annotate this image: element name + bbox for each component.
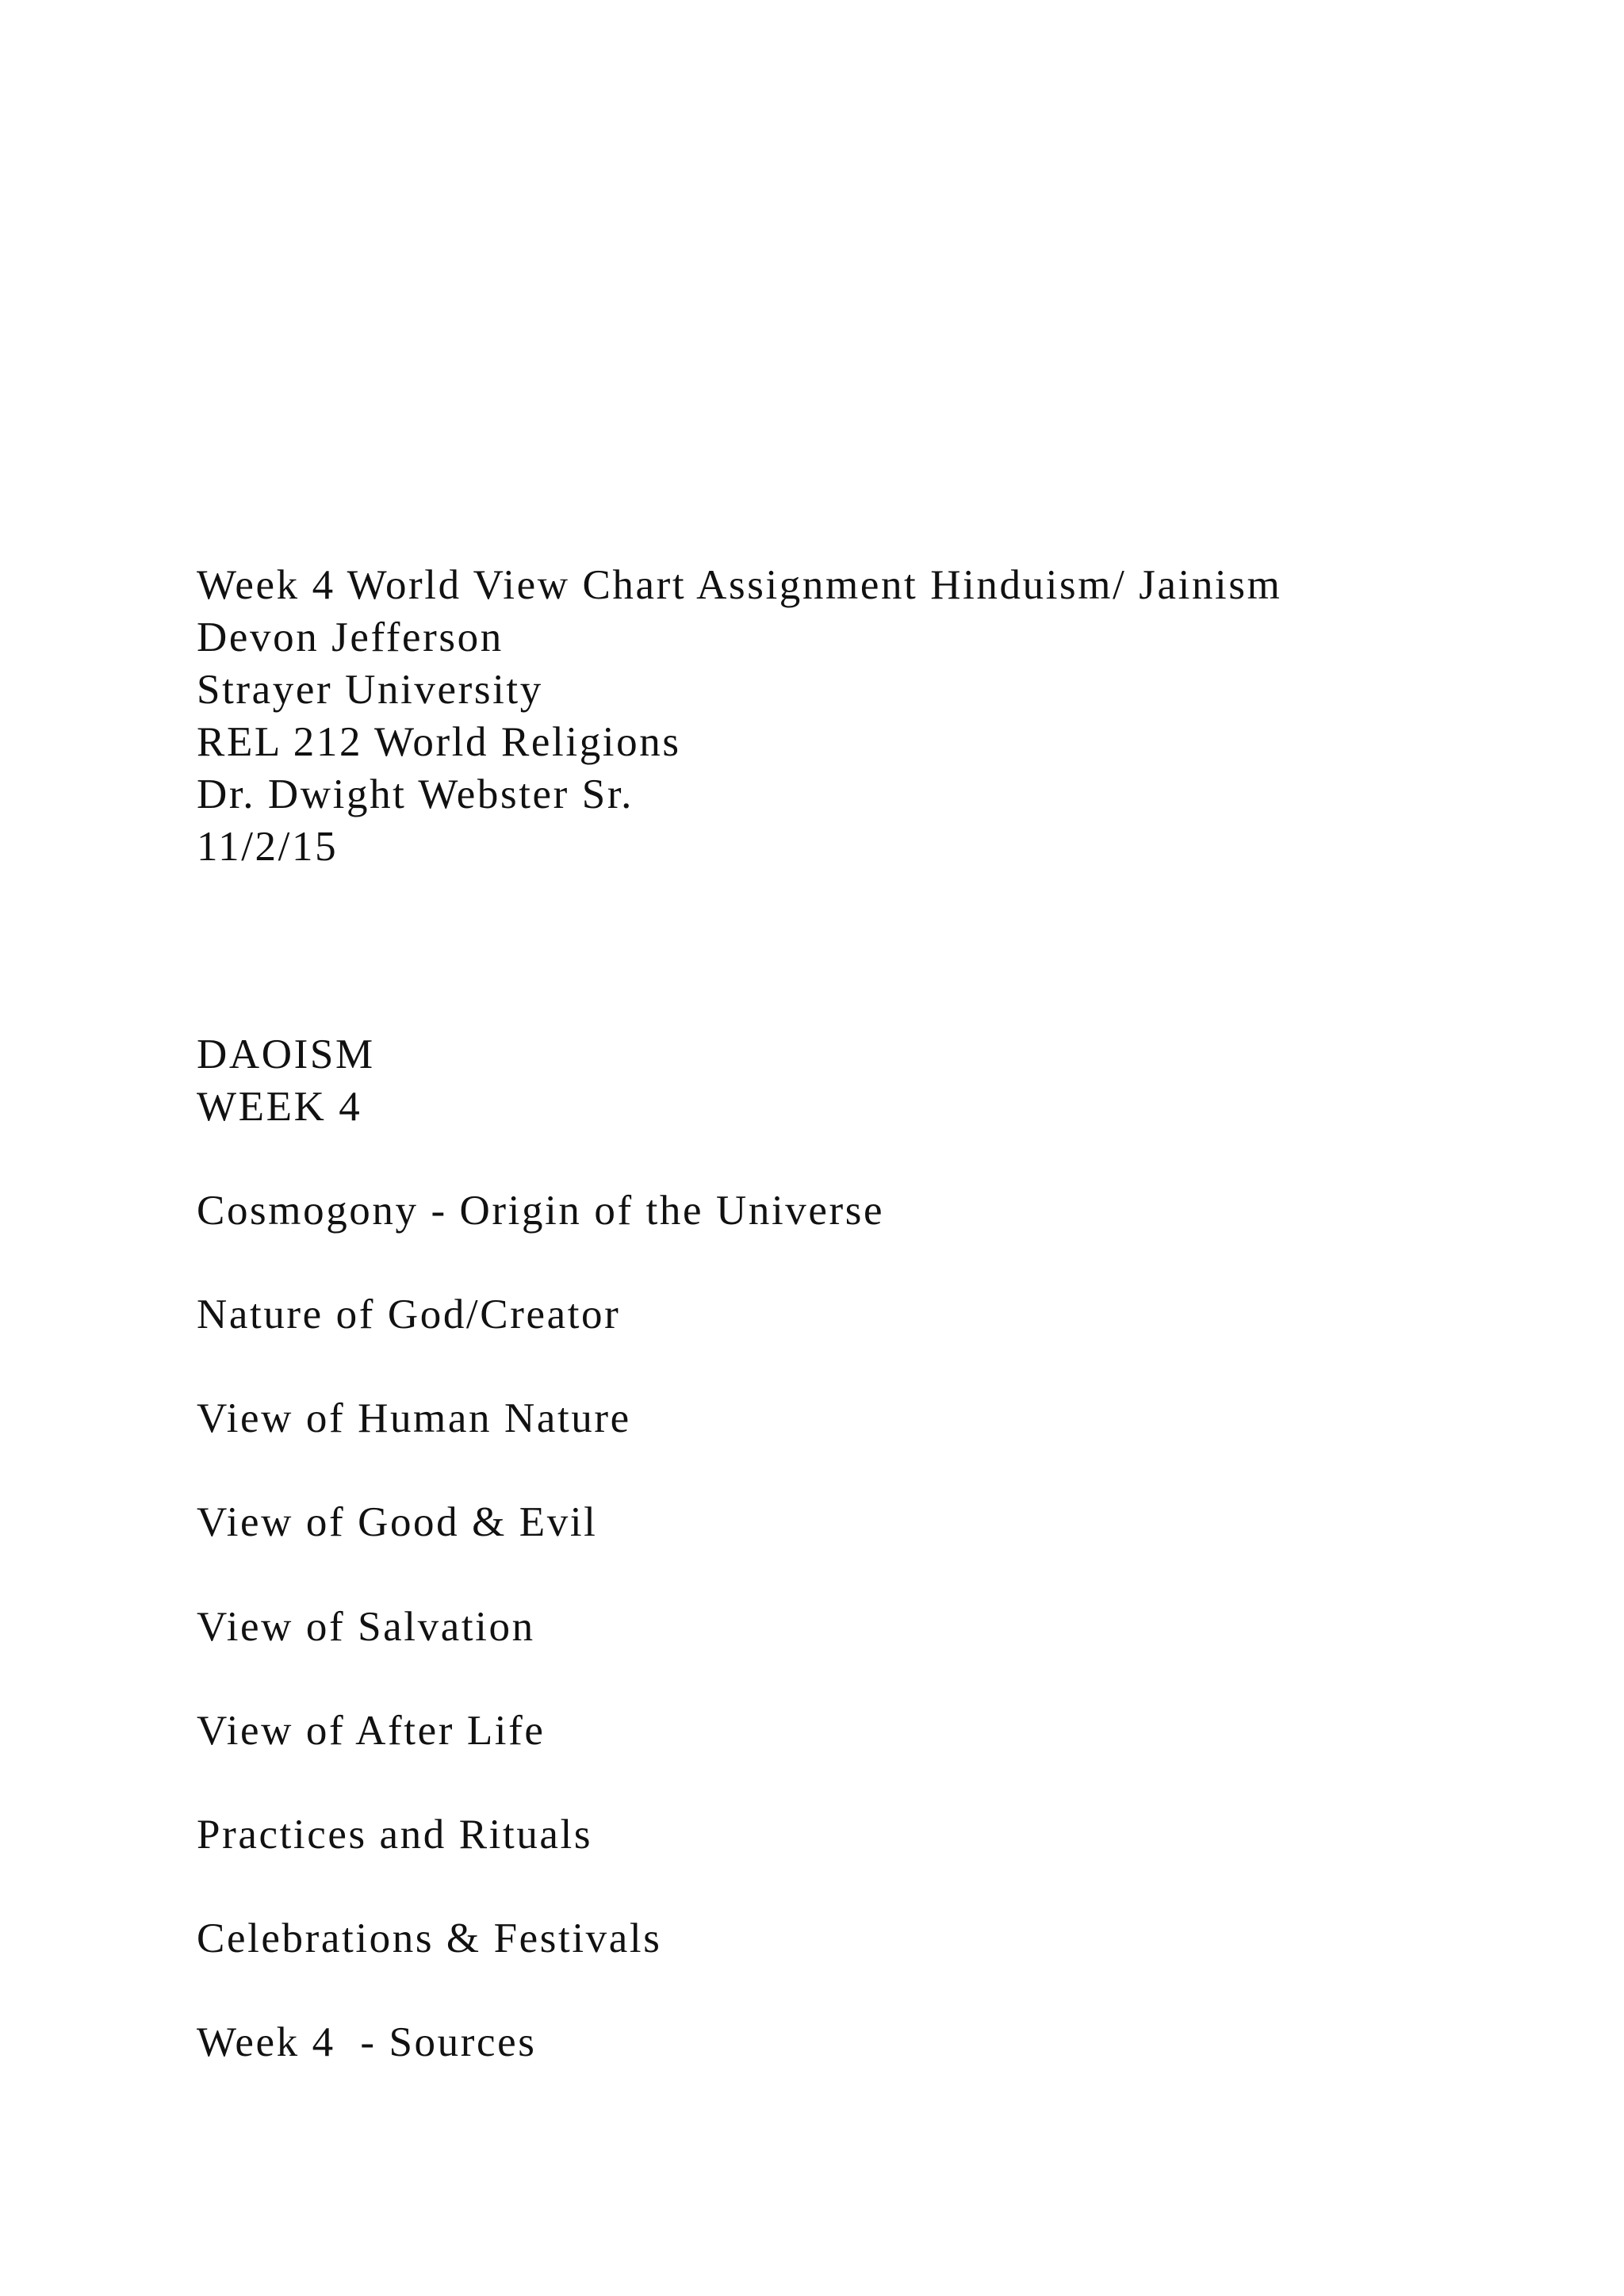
topic-item: Nature of God/Creator (197, 1292, 621, 1337)
topic-item: Week 4 - Sources (197, 2019, 537, 2065)
section-subheading: WEEK 4 (197, 1084, 362, 1130)
course-name: REL 212 World Religions (197, 719, 681, 765)
instructor-name: Dr. Dwight Webster Sr. (197, 771, 634, 817)
author-name: Devon Jefferson (197, 614, 504, 660)
topic-item: View of After Life (197, 1708, 546, 1754)
topic-item: Celebrations & Festivals (197, 1915, 662, 1961)
topic-item: Practices and Rituals (197, 1812, 593, 1858)
topic-item: View of Human Nature (197, 1395, 631, 1441)
topic-item: View of Good & Evil (197, 1499, 598, 1545)
section-heading: DAOISM (197, 1031, 375, 1077)
assignment-title: Week 4 World View Chart Assignment Hinduism/ Jainism (197, 562, 1282, 608)
institution-name: Strayer University (197, 667, 543, 713)
topic-item: View of Salvation (197, 1604, 535, 1650)
topic-item: Cosmogony - Origin of the Universe (197, 1188, 885, 1234)
document-date: 11/2/15 (197, 824, 339, 870)
